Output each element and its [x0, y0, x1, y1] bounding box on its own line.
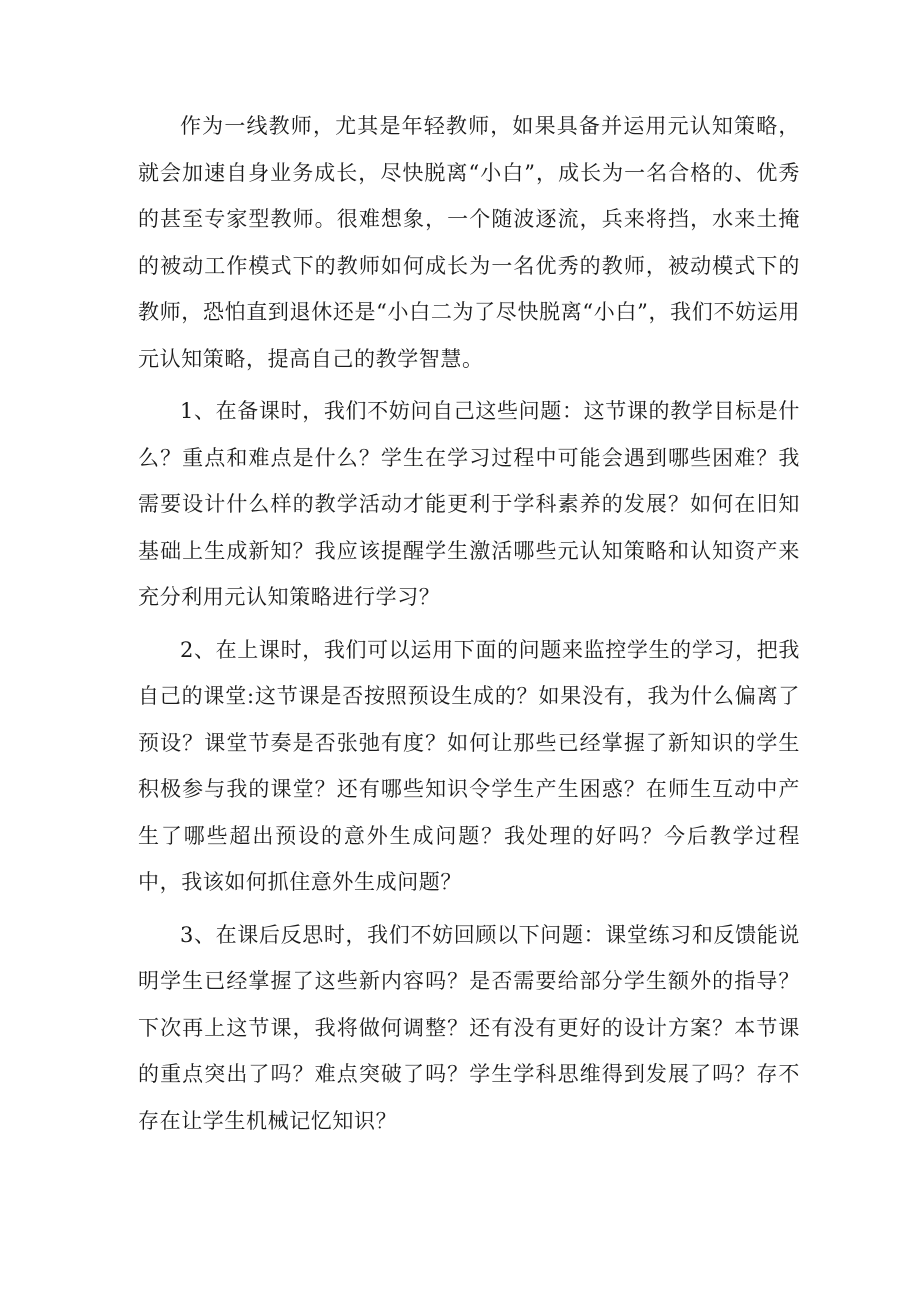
paragraph-intro: 作为一线教师，尤其是年轻教师，如果具备并运用元认知策略，就会加速自身业务成长，尽快脱离“小白”，成长为一名合格的、优秀的甚至专家型教师。很难想象，一个随波逐流，兵来将挡，水来土掩的被动工作模式下的教师如何成长为一名优秀的教师，被动模式下的教师，恐怕直到退休还是“小白二为了尽快脱离“小白”，我们不妨运用元认知策略，提高自己的教学智慧。	[138, 114, 800, 371]
document-body	[138, 103, 800, 1150]
paragraph-lesson-preparation: 1、在备课时，我们不妨问自己这些问题：这节课的教学目标是什么？重点和难点是什么？学生在学习过程中可能会遇到哪些困难？我需要设计什么样的教学活动才能更利于学科素养的发展？如何在旧知基础上生成新知？我应该提醒学生激活哪些元认知策略和认知资产来充分利用元认知策略进行学习？	[138, 399, 800, 609]
paragraph-after-class-reflection: 3、在课后反思时，我们不妨回顾以下问题：课堂练习和反馈能说明学生已经掌握了这些新内容吗？是否需要给部分学生额外的指导？下次再上这节课，我将做何调整？还有没有更好的设计方案？本节课的重点突出了吗？难点突破了吗？学生学科思维得到发展了吗？存不存在让学生机械记忆知识？	[138, 922, 800, 1133]
paragraph-in-class: 2、在上课时，我们可以运用下面的问题来监控学生的学习，把我自己的课堂:这节课是否按照预设生成的？如果没有，我为什么偏离了预设？课堂节奏是否张弛有度？如何让那些已经掌握了新知识的学生积极参与我的课堂？还有哪些知识令学生产生困惑？在师生互动中产生了哪些超出预设的意外生成问题？我处理的好吗？今后教学过程中，我该如何抓住意外生成问题？	[138, 637, 800, 894]
